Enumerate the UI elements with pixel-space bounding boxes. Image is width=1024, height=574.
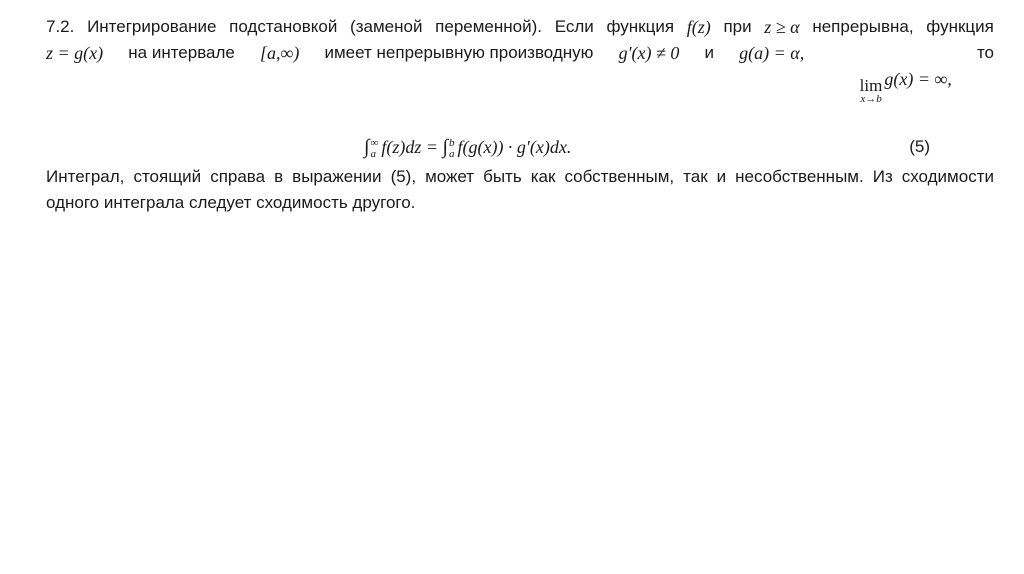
word: так [683,167,708,186]
lower-limit: a [448,147,455,160]
math-interval: [a,∞) [260,43,300,63]
math-z-geq-alpha: z ≥ α [764,17,800,37]
math-g-of-a: g(a) = α, [739,43,805,63]
math-g-of-x-infinity: g(x) = ∞, [884,69,952,89]
word: сходимости [901,167,994,186]
word: при [723,17,752,36]
word: быть [483,167,522,186]
word: подстановкой [229,17,338,36]
upper-limit: b [448,136,455,149]
word: несобственным. [735,167,864,186]
word: справа [210,167,266,186]
word: функция [606,17,675,36]
upper-limit: ∞ [370,136,379,149]
formula-row [46,132,994,162]
formula-left-side: f(z)dz = [381,137,443,157]
integral-sign: ∫ [442,136,448,158]
math-z-eq-g-of-x: z = g(x) [46,43,104,63]
word: может [425,167,475,186]
word: выражении [292,167,382,186]
word: Если [554,17,594,36]
text: то [976,43,994,62]
text: имеет непрерывную производную [324,43,594,62]
word: Интеграл, [46,167,125,186]
math-derivative-nonzero: g′(x) ≠ 0 [618,43,680,63]
lim-text: lim [859,76,883,95]
text: на интервале [128,43,235,62]
word: Интегрирование [87,17,217,36]
paragraph-1-line-2 [46,40,994,130]
word: и [716,167,727,186]
integral-limits [370,138,378,160]
text: и [704,43,714,62]
word: функция [926,17,994,36]
word: стоящий [133,167,202,186]
formula-right-side: f(g(x)) · g′(x)dx. [457,137,572,157]
equation-number: (5) [909,137,930,156]
paragraph-1-line-1 [46,14,994,40]
word: непрерывна, [812,17,914,36]
lower-limit: a [370,147,376,160]
word: как [530,167,556,186]
integral-limits [449,138,455,160]
section-number: 7.2. [46,17,75,36]
word: собственным, [564,167,675,186]
lim-subscript: x→b [860,93,882,105]
word: Из [872,167,893,186]
paragraph-2-line-1 [46,164,994,190]
formula-5 [364,134,571,160]
word: переменной). [435,17,542,36]
document-body [46,14,994,216]
word: (5), [390,167,417,186]
paragraph-2-line-2: одного интеграла следует сходимость другого. [46,193,416,212]
math-limit [829,40,951,130]
integral-sign: ∫ [364,136,370,158]
limit-operator [860,78,883,104]
word: (заменой [350,17,423,36]
math-f-of-z: f(z) [686,17,711,37]
word: в [274,167,284,186]
